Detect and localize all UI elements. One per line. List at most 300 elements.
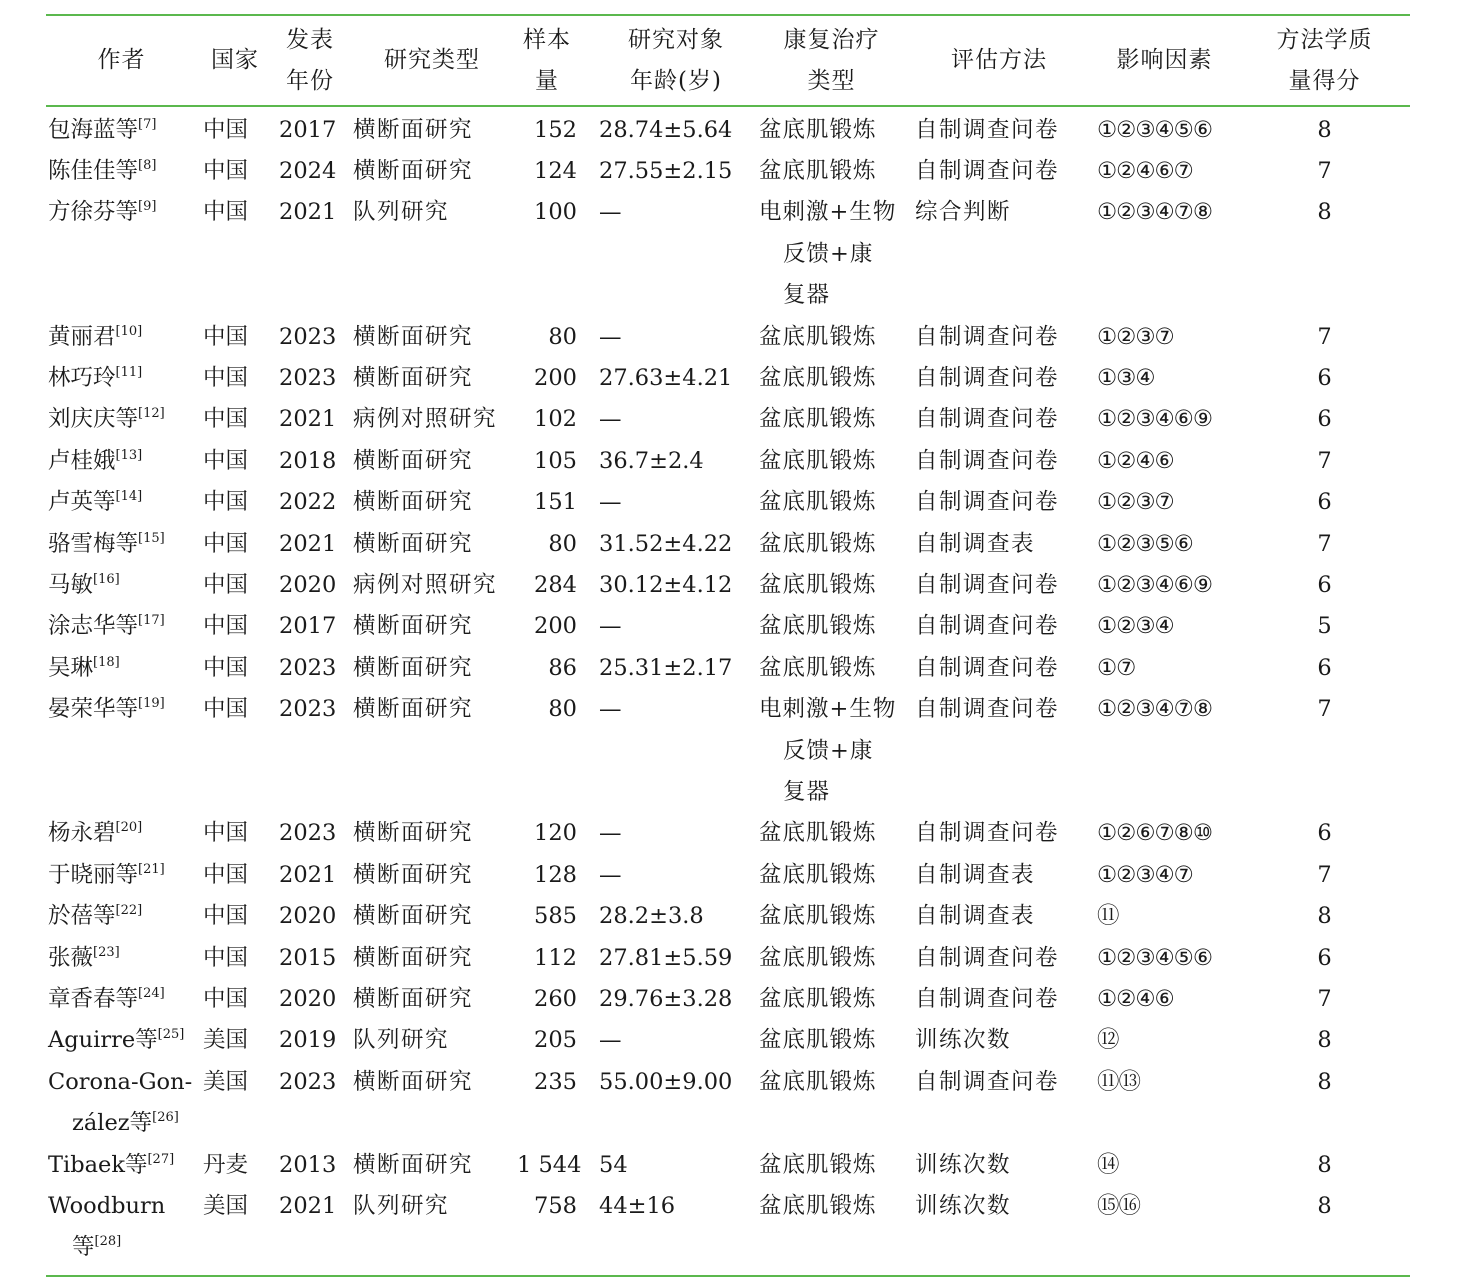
author-name: 黄丽君 xyxy=(48,323,116,350)
cell-study-type xyxy=(347,1062,517,1145)
cell-rehab-type xyxy=(755,938,908,979)
cell-sample-size xyxy=(517,482,597,523)
cell-factors xyxy=(1090,482,1239,523)
cell-sample-size xyxy=(517,938,597,979)
cell-study-type xyxy=(347,524,517,565)
cell-year-text: 2021 xyxy=(279,1193,337,1220)
cell-eval-method xyxy=(908,813,1090,854)
cell-age xyxy=(597,482,755,523)
cell-age-text: 27.63±4.21 xyxy=(599,364,733,391)
cell-study-type xyxy=(347,855,517,896)
cell-study-type-text: 横断面研究 xyxy=(353,820,474,847)
cell-age-text: — xyxy=(599,820,622,847)
author-last-line xyxy=(48,1103,197,1144)
cell-year xyxy=(273,648,347,689)
cell-sample-size-text: 105 xyxy=(534,447,577,474)
table-row xyxy=(46,648,1410,689)
cell-year xyxy=(273,317,347,358)
cell-study-type xyxy=(347,192,517,316)
cell-eval-method-text: 自制调查表 xyxy=(915,530,1036,557)
cell-eval-method-text: 自制调查问卷 xyxy=(915,986,1060,1013)
cell-quality-score xyxy=(1239,855,1410,896)
cell-quality-score-text: 6 xyxy=(1317,489,1332,516)
header-author xyxy=(46,16,197,105)
cell-sample-size xyxy=(517,979,597,1020)
cell-sample-size xyxy=(517,1186,597,1269)
table-row xyxy=(46,317,1410,358)
cell-eval-method xyxy=(908,358,1090,399)
table-row xyxy=(46,565,1410,606)
cell-study-type-text: 横断面研究 xyxy=(353,986,474,1013)
author-name-line: 等 xyxy=(72,1234,95,1261)
author-last-line xyxy=(48,1227,197,1268)
cell-factors xyxy=(1090,1020,1239,1061)
cell-age xyxy=(597,524,755,565)
cell-eval-method-text: 自制调查问卷 xyxy=(915,820,1060,847)
cell-study-type-text: 横断面研究 xyxy=(353,489,474,516)
header-age xyxy=(597,16,755,105)
reference-number: [12] xyxy=(138,406,165,422)
cell-factors-text: ①②⑥⑦⑧⑩ xyxy=(1097,820,1213,847)
cell-author xyxy=(46,813,197,854)
cell-sample-size xyxy=(517,648,597,689)
cell-country-text: 中国 xyxy=(203,820,249,847)
cell-sample-size xyxy=(517,565,597,606)
header-age-line1: 研究对象 xyxy=(628,26,724,53)
cell-quality-score-text: 6 xyxy=(1317,944,1332,971)
cell-year xyxy=(273,813,347,854)
reference-number: [19] xyxy=(138,696,165,712)
cell-country xyxy=(197,1020,273,1061)
reference-number: [27] xyxy=(147,1151,175,1167)
table-row xyxy=(46,855,1410,896)
cell-eval-method-text: 自制调查问卷 xyxy=(915,654,1060,681)
cell-age xyxy=(597,813,755,854)
header-sample-label: 样本量 xyxy=(523,26,571,94)
cell-rehab-type xyxy=(755,524,908,565)
cell-factors xyxy=(1090,896,1239,937)
cell-rehab-type xyxy=(755,606,908,647)
cell-factors-text: ①②③④⑥⑨ xyxy=(1097,406,1213,433)
author-name: Aguirre等 xyxy=(48,1027,158,1054)
cell-quality-score xyxy=(1239,1020,1410,1061)
cell-eval-method xyxy=(908,110,1090,151)
cell-quality-score-text: 7 xyxy=(1317,861,1332,888)
cell-age-text: 55.00±9.00 xyxy=(599,1068,733,1095)
cell-age xyxy=(597,979,755,1020)
cell-country xyxy=(197,979,273,1020)
cell-age-text: 25.31±2.17 xyxy=(599,654,733,681)
cell-quality-score xyxy=(1239,110,1410,151)
cell-age-text: 36.7±2.4 xyxy=(599,447,704,474)
cell-rehab-type xyxy=(755,358,908,399)
cell-study-type-text: 横断面研究 xyxy=(353,861,474,888)
cell-country xyxy=(197,358,273,399)
table-row xyxy=(46,606,1410,647)
cell-author xyxy=(46,110,197,151)
author-name: 张薇 xyxy=(48,944,94,971)
cell-rehab-type xyxy=(755,813,908,854)
cell-year xyxy=(273,358,347,399)
header-factors-label: 影响因素 xyxy=(1116,47,1213,73)
cell-author xyxy=(46,565,197,606)
cell-rehab-type xyxy=(755,689,908,813)
cell-year xyxy=(273,482,347,523)
cell-year-text: 2021 xyxy=(279,861,337,888)
cell-quality-score-text: 6 xyxy=(1317,364,1332,391)
cell-quality-score xyxy=(1239,938,1410,979)
cell-age xyxy=(597,1020,755,1061)
cell-country xyxy=(197,317,273,358)
rehab-line: 电刺激+生物 xyxy=(759,199,897,226)
author-name-line: zález等 xyxy=(72,1110,153,1137)
table-row xyxy=(46,441,1410,482)
cell-country-text: 中国 xyxy=(203,530,249,557)
rehab-line: 盆底肌锻炼 xyxy=(759,986,877,1013)
header-year-line2: 年份 xyxy=(286,67,334,94)
author-name: 涂志华等 xyxy=(48,613,139,640)
cell-sample-size-text: 128 xyxy=(534,861,577,888)
cell-quality-score xyxy=(1239,192,1410,316)
header-age-line2: 年龄(岁) xyxy=(630,67,722,94)
cell-sample-size-text: 152 xyxy=(534,116,577,143)
author-name: 卢桂娥 xyxy=(48,447,116,474)
cell-age xyxy=(597,565,755,606)
cell-eval-method-text: 自制调查问卷 xyxy=(915,1068,1060,1095)
cell-eval-method-text: 自制调查问卷 xyxy=(915,613,1060,640)
cell-quality-score xyxy=(1239,441,1410,482)
cell-author xyxy=(46,524,197,565)
cell-quality-score xyxy=(1239,358,1410,399)
cell-country xyxy=(197,1145,273,1186)
cell-rehab-type xyxy=(755,151,908,192)
cell-factors xyxy=(1090,689,1239,813)
cell-age xyxy=(597,896,755,937)
cell-year xyxy=(273,441,347,482)
header-factors xyxy=(1090,16,1239,105)
cell-quality-score xyxy=(1239,317,1410,358)
cell-sample-size-text: 80 xyxy=(548,696,577,723)
cell-age xyxy=(597,855,755,896)
cell-study-type xyxy=(347,938,517,979)
rehab-line: 复器 xyxy=(783,282,831,309)
reference-number: [10] xyxy=(115,323,143,339)
cell-eval-method-text: 训练次数 xyxy=(915,1193,1012,1220)
cell-quality-score xyxy=(1239,399,1410,440)
cell-quality-score xyxy=(1239,896,1410,937)
cell-author xyxy=(46,606,197,647)
cell-factors-text: ①⑦ xyxy=(1097,654,1136,681)
cell-age-text: 44±16 xyxy=(599,1193,676,1220)
reference-number: [7] xyxy=(138,116,157,132)
cell-country-text: 丹麦 xyxy=(203,1151,249,1178)
cell-rehab-type xyxy=(755,1062,908,1145)
cell-study-type xyxy=(347,979,517,1020)
cell-age xyxy=(597,110,755,151)
cell-country xyxy=(197,1186,273,1269)
header-score-line1: 方法学质 xyxy=(1276,26,1373,53)
cell-country xyxy=(197,896,273,937)
header-eval-label: 评估方法 xyxy=(951,47,1047,73)
table-row xyxy=(46,979,1410,1020)
cell-year-text: 2021 xyxy=(279,530,337,557)
cell-quality-score-text: 6 xyxy=(1317,406,1332,433)
cell-year xyxy=(273,151,347,192)
reference-number: [25] xyxy=(157,1027,185,1043)
cell-factors-text: ⑭ xyxy=(1097,1151,1119,1178)
cell-age-text: — xyxy=(599,489,622,516)
cell-year-text: 2017 xyxy=(279,116,337,143)
cell-quality-score-text: 8 xyxy=(1317,1151,1332,1178)
cell-factors xyxy=(1090,565,1239,606)
cell-eval-method-text: 自制调查问卷 xyxy=(915,696,1060,723)
reference-number: [17] xyxy=(138,613,165,629)
cell-sample-size xyxy=(517,689,597,813)
reference-number: [14] xyxy=(115,489,143,505)
cell-study-type-text: 横断面研究 xyxy=(353,530,474,557)
cell-country xyxy=(197,192,273,316)
rehab-line: 反馈+康 xyxy=(783,240,874,267)
cell-eval-method xyxy=(908,938,1090,979)
reference-number: [9] xyxy=(138,199,157,215)
rehab-line: 盆底肌锻炼 xyxy=(759,861,877,888)
cell-eval-method xyxy=(908,1062,1090,1145)
cell-age-text: 29.76±3.28 xyxy=(599,986,733,1013)
cell-age-text: — xyxy=(599,613,622,640)
rehab-line: 盆底肌锻炼 xyxy=(759,944,877,971)
cell-author xyxy=(46,855,197,896)
cell-country-text: 中国 xyxy=(203,447,249,474)
cell-country xyxy=(197,648,273,689)
header-rehab xyxy=(755,16,908,105)
author-name: 陈佳佳等 xyxy=(48,157,139,184)
cell-quality-score-text: 7 xyxy=(1317,447,1332,474)
cell-year-text: 2023 xyxy=(279,654,337,681)
author-name: 卢英等 xyxy=(48,489,116,516)
header-type-label: 研究类型 xyxy=(384,47,480,73)
cell-sample-size xyxy=(517,1062,597,1145)
cell-sample-size xyxy=(517,151,597,192)
cell-factors xyxy=(1090,151,1239,192)
table-row xyxy=(46,110,1410,151)
cell-age-text: — xyxy=(599,323,622,350)
cell-rehab-type xyxy=(755,1145,908,1186)
cell-sample-size-text: 120 xyxy=(534,820,577,847)
cell-factors-text: ①②③④⑥⑨ xyxy=(1097,571,1213,598)
reference-number: [18] xyxy=(93,654,120,670)
cell-sample-size xyxy=(517,524,597,565)
cell-age-text: — xyxy=(599,696,622,723)
cell-rehab-type xyxy=(755,317,908,358)
cell-study-type xyxy=(347,317,517,358)
header-score-line2: 量得分 xyxy=(1288,67,1361,94)
cell-sample-size-text: 80 xyxy=(548,530,577,557)
cell-sample-size xyxy=(517,606,597,647)
cell-eval-method-text: 自制调查问卷 xyxy=(915,157,1060,184)
cell-quality-score-text: 7 xyxy=(1317,157,1332,184)
cell-country xyxy=(197,813,273,854)
rehab-line: 盆底肌锻炼 xyxy=(759,820,877,847)
cell-quality-score-text: 7 xyxy=(1317,986,1332,1013)
cell-rehab-type xyxy=(755,482,908,523)
cell-eval-method xyxy=(908,1186,1090,1269)
reference-number: [11] xyxy=(115,364,143,380)
cell-factors-text: ⑪ xyxy=(1097,903,1119,930)
cell-quality-score-text: 8 xyxy=(1317,1193,1332,1220)
rehab-line: 盆底肌锻炼 xyxy=(759,489,877,516)
cell-author xyxy=(46,648,197,689)
table-row xyxy=(46,358,1410,399)
cell-year-text: 2023 xyxy=(279,323,337,350)
cell-age xyxy=(597,317,755,358)
author-name: Tibaek等 xyxy=(48,1151,148,1178)
cell-study-type xyxy=(347,606,517,647)
rehab-line: 盆底肌锻炼 xyxy=(759,323,877,350)
author-name: 骆雪梅等 xyxy=(48,530,139,557)
cell-quality-score-text: 8 xyxy=(1317,903,1332,930)
cell-country-text: 中国 xyxy=(203,696,249,723)
study-characteristics-table xyxy=(46,14,1410,1277)
cell-quality-score-text: 8 xyxy=(1317,199,1332,226)
cell-sample-size xyxy=(517,1020,597,1061)
cell-study-type-text: 病例对照研究 xyxy=(353,406,498,433)
cell-author xyxy=(46,482,197,523)
cell-sample-size-text: 758 xyxy=(534,1193,577,1220)
cell-author xyxy=(46,689,197,813)
cell-sample-size-text: 100 xyxy=(534,199,577,226)
table-row xyxy=(46,1020,1410,1061)
cell-year-text: 2021 xyxy=(279,199,337,226)
header-score xyxy=(1239,16,1410,105)
table-row xyxy=(46,1145,1410,1186)
cell-study-type-text: 队列研究 xyxy=(353,199,450,226)
cell-eval-method-text: 自制调查问卷 xyxy=(915,323,1060,350)
cell-author xyxy=(46,1145,197,1186)
author-name: 吴琳 xyxy=(48,654,94,681)
cell-author xyxy=(46,192,197,316)
cell-sample-size xyxy=(517,1145,597,1186)
cell-study-type xyxy=(347,813,517,854)
cell-sample-size xyxy=(517,110,597,151)
table-row xyxy=(46,896,1410,937)
author-name-line: Woodburn xyxy=(48,1193,166,1220)
cell-year xyxy=(273,1020,347,1061)
cell-country-text: 中国 xyxy=(203,861,249,888)
cell-eval-method xyxy=(908,482,1090,523)
cell-age xyxy=(597,151,755,192)
cell-age-text: 31.52±4.22 xyxy=(599,530,733,557)
cell-sample-size xyxy=(517,441,597,482)
cell-sample-size-text: 235 xyxy=(534,1068,577,1095)
cell-study-type xyxy=(347,1186,517,1269)
cell-sample-size xyxy=(517,192,597,316)
cell-sample-size xyxy=(517,358,597,399)
cell-rehab-type xyxy=(755,1020,908,1061)
cell-year-text: 2022 xyxy=(279,489,337,516)
cell-quality-score xyxy=(1239,1186,1410,1269)
cell-study-type-text: 横断面研究 xyxy=(353,654,474,681)
cell-sample-size-text: 260 xyxy=(534,986,577,1013)
cell-eval-method xyxy=(908,399,1090,440)
cell-quality-score-text: 8 xyxy=(1317,1027,1332,1054)
header-sample xyxy=(517,16,597,105)
cell-eval-method xyxy=(908,606,1090,647)
cell-eval-method xyxy=(908,151,1090,192)
cell-study-type-text: 横断面研究 xyxy=(353,157,474,184)
cell-sample-size-text: 151 xyxy=(534,489,577,516)
cell-factors-text: ①②③④⑦⑧ xyxy=(1097,199,1213,226)
rehab-line: 盆底肌锻炼 xyxy=(759,571,877,598)
cell-age-text: 27.81±5.59 xyxy=(599,944,733,971)
header-eval xyxy=(908,16,1090,105)
cell-sample-size-text: 200 xyxy=(534,613,577,640)
cell-study-type-text: 横断面研究 xyxy=(353,1151,474,1178)
cell-year xyxy=(273,399,347,440)
cell-age-text: 54 xyxy=(599,1151,628,1178)
header-author-label: 作者 xyxy=(97,47,146,73)
header-year-line1: 发表 xyxy=(286,26,334,53)
cell-sample-size-text: 80 xyxy=(548,323,577,350)
cell-eval-method-text: 自制调查问卷 xyxy=(915,406,1060,433)
cell-sample-size-text: 1 544 xyxy=(517,1151,582,1178)
cell-author xyxy=(46,1186,197,1269)
cell-study-type xyxy=(347,896,517,937)
author-name-line: Corona-Gon- xyxy=(48,1068,193,1095)
cell-rehab-type xyxy=(755,110,908,151)
cell-quality-score xyxy=(1239,1062,1410,1145)
cell-year-text: 2015 xyxy=(279,944,337,971)
cell-author xyxy=(46,151,197,192)
cell-country-text: 中国 xyxy=(203,654,249,681)
cell-sample-size-text: 205 xyxy=(534,1027,577,1054)
rehab-line: 盆底肌锻炼 xyxy=(759,613,877,640)
cell-factors-text: ①②③⑦ xyxy=(1097,489,1174,516)
cell-country-text: 中国 xyxy=(203,903,249,930)
cell-sample-size xyxy=(517,399,597,440)
cell-country xyxy=(197,151,273,192)
cell-author xyxy=(46,979,197,1020)
cell-study-type-text: 队列研究 xyxy=(353,1027,450,1054)
cell-quality-score-text: 6 xyxy=(1317,571,1332,598)
cell-eval-method xyxy=(908,855,1090,896)
table-row xyxy=(46,938,1410,979)
cell-factors xyxy=(1090,192,1239,316)
cell-rehab-type xyxy=(755,979,908,1020)
table-body xyxy=(46,107,1410,1275)
cell-study-type xyxy=(347,482,517,523)
cell-eval-method-text: 训练次数 xyxy=(915,1151,1012,1178)
cell-country-text: 中国 xyxy=(203,944,249,971)
cell-year-text: 2018 xyxy=(279,447,337,474)
cell-age-text: 28.74±5.64 xyxy=(599,116,733,143)
rehab-line: 复器 xyxy=(783,779,831,805)
cell-year xyxy=(273,1145,347,1186)
cell-author xyxy=(46,938,197,979)
cell-factors xyxy=(1090,317,1239,358)
cell-study-type-text: 横断面研究 xyxy=(353,613,474,640)
cell-rehab-type xyxy=(755,896,908,937)
cell-study-type xyxy=(347,358,517,399)
cell-author xyxy=(46,1020,197,1061)
cell-age xyxy=(597,648,755,689)
cell-country xyxy=(197,110,273,151)
cell-eval-method-text: 自制调查问卷 xyxy=(915,364,1060,391)
cell-eval-method xyxy=(908,648,1090,689)
cell-eval-method xyxy=(908,565,1090,606)
cell-factors xyxy=(1090,1062,1239,1145)
cell-year-text: 2023 xyxy=(279,1068,337,1095)
cell-country-text: 美国 xyxy=(203,1068,249,1095)
